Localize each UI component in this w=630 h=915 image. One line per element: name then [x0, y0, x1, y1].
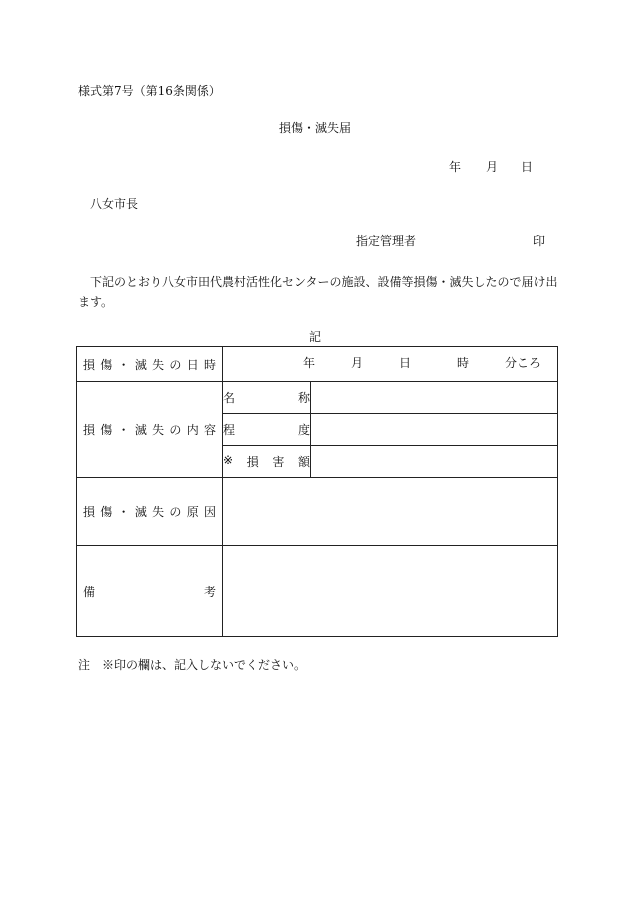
- seal-label: 印: [533, 234, 546, 248]
- damage-label-cell: [223, 446, 311, 478]
- cause-label-cell: [77, 478, 223, 546]
- name-label: 名 称: [223, 391, 310, 405]
- degree-value-cell[interactable]: [311, 414, 558, 446]
- ki-heading: 記: [308, 330, 321, 344]
- table-row-remarks: [77, 546, 558, 637]
- remarks-value-cell[interactable]: [223, 546, 558, 637]
- remarks-label: 備 考: [83, 584, 216, 599]
- datetime-hour-unit: 時: [457, 356, 470, 370]
- form-number: 様式第7号（第16条関係）: [78, 84, 221, 98]
- datetime-value-cell[interactable]: [223, 347, 558, 382]
- remarks-label-cell: [77, 546, 223, 637]
- content-label: 損 傷 ・ 滅 失 の 内 容: [83, 423, 216, 437]
- manager-label: 指定管理者: [356, 234, 417, 248]
- name-label-cell: [223, 382, 311, 414]
- table-row-datetime: [77, 347, 558, 382]
- degree-label-cell: [223, 414, 311, 446]
- degree-label: 程 度: [223, 423, 310, 437]
- datetime-month-unit: 月: [351, 356, 364, 370]
- table-row-name: [77, 382, 558, 414]
- addressee: 八女市長: [90, 197, 139, 211]
- datetime-day-unit: 日: [399, 356, 412, 370]
- datetime-minute-unit: 分ころ: [505, 356, 542, 370]
- document-title: 損傷・滅失届: [278, 121, 351, 135]
- date-day-label: 日: [521, 160, 534, 174]
- table-row-cause: [77, 478, 558, 546]
- damage-value-cell[interactable]: [311, 446, 558, 478]
- content-label-cell: [77, 382, 223, 478]
- datetime-label-cell: [77, 347, 223, 382]
- date-month-label: 月: [486, 160, 499, 174]
- body-text: 下記のとおり八女市田代農村活性化センターの施設、設備等損傷・滅失したので届け出ます。: [78, 275, 558, 309]
- date-year-label: 年: [449, 160, 462, 174]
- cause-label: 損 傷 ・ 滅 失 の 原 因: [83, 505, 216, 519]
- datetime-year-unit: 年: [303, 356, 316, 370]
- note: 注 ※印の欄は、記入しないでください。: [78, 658, 307, 672]
- cause-value-cell[interactable]: [223, 478, 558, 546]
- name-value-cell[interactable]: [311, 382, 558, 414]
- damage-label: ※ 損 害 額: [223, 453, 310, 469]
- datetime-label: 損 傷 ・ 滅 失 の 日 時: [83, 357, 216, 372]
- report-table: [76, 346, 558, 637]
